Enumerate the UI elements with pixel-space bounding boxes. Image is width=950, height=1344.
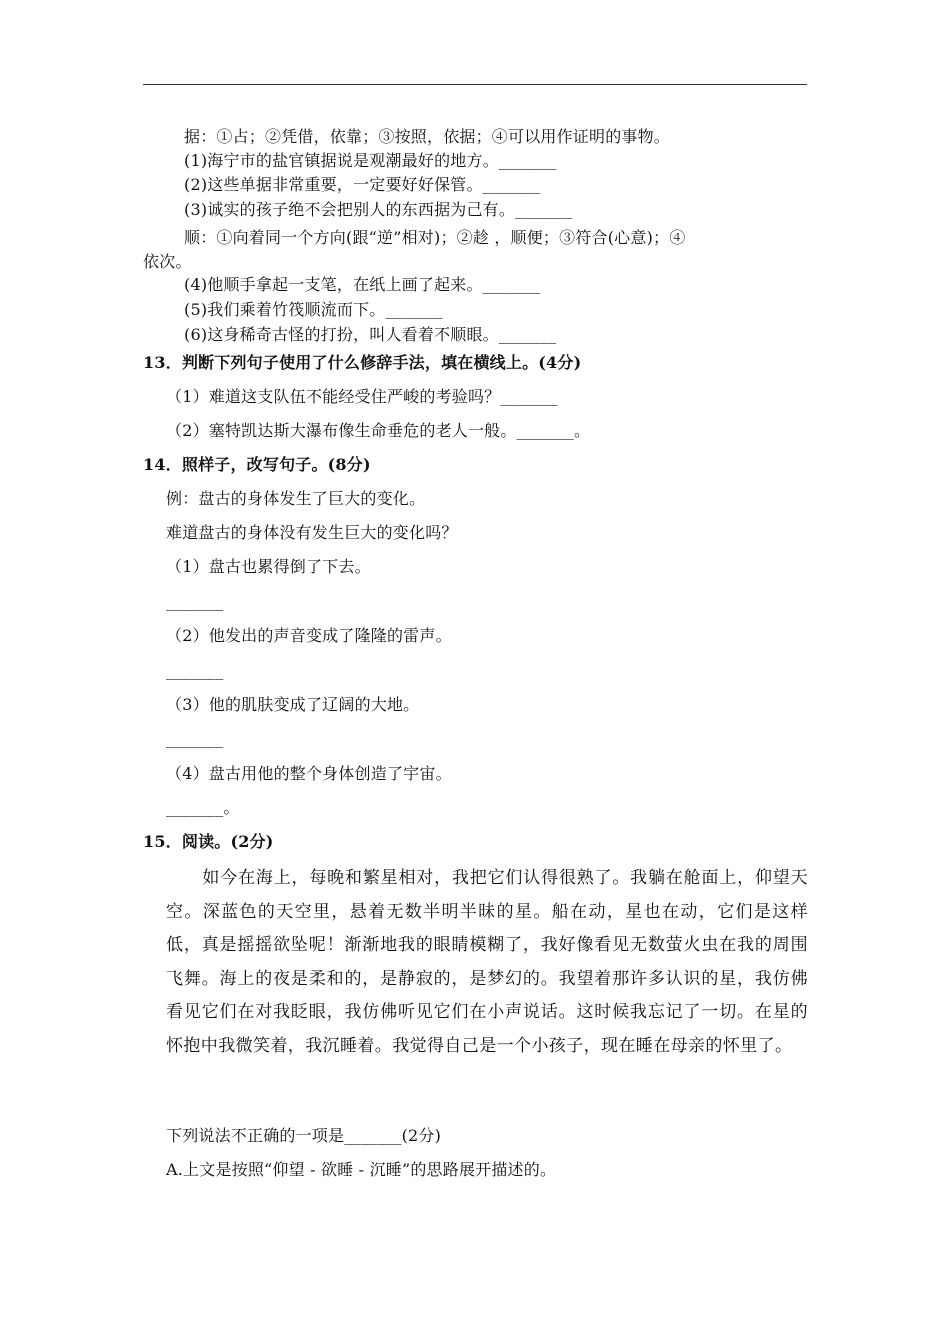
ju-definition: 据：①占；②凭借，依靠；③按照，依据；④可以用作证明的事物。 xyxy=(184,127,671,146)
q15-title: 15．阅读。(2分) xyxy=(143,832,274,851)
q14-item-3: （3）他的肌肤变成了辽阔的大地。 xyxy=(166,695,420,714)
q15-passage-text: 如今在海上，每晚和繁星相对，我把它们认得很熟了。我躺在舱面上，仰望天空。深蓝色的天空里，悬着无数半明半昧的星。船在动，星也在动，它们是这样低，真是摇摇欲坠呢！渐渐地我的眼睛模糊了，我好像看见无数萤火虫在我的周围飞舞。海上的夜是柔和的，是静寂的，是梦幻的。我望着那许多认识的星，我仿佛看见它们在对我眨眼，我仿佛听见它们在小声说话。这时候我忘记了一切。在星的怀抱中我微笑着，我沉睡着。我觉得自己是一个小孩子，现在睡在母亲的怀里了。 xyxy=(166,868,808,1056)
shun-definition: 顺：①向着同一个方向(跟“逆”相对)；②趁 ，顺便；③符合(心意)；④ xyxy=(184,228,686,247)
q14-example-answer: 难道盘古的身体没有发生巨大的变化吗？ xyxy=(166,523,458,542)
shun-item-4: (4)他顺手拿起一支笔，在纸上画了起来。_______ xyxy=(184,275,541,294)
shun-definition-cont: 依次。 xyxy=(143,252,192,271)
q14-blank-3: _______ xyxy=(166,729,224,748)
q15-question: 下列说法不正确的一项是_______(2分) xyxy=(166,1126,442,1145)
q14-blank-2: _______ xyxy=(166,661,224,680)
ju-item-2: (2)这些单据非常重要，一定要好好保管。_______ xyxy=(184,175,541,194)
q14-title: 14．照样子，改写句子。(8分) xyxy=(143,455,371,474)
q14-blank-1: _______ xyxy=(166,592,224,611)
ju-item-1: (1)海宁市的盐官镇据说是观潮最好的地方。_______ xyxy=(184,151,557,170)
shun-item-5: (5)我们乘着竹筏顺流而下。_______ xyxy=(184,300,443,319)
q13-item-1: （1）难道这支队伍不能经受住严峻的考验吗？_______ xyxy=(166,387,558,406)
q13-item-2: （2）塞特凯达斯大瀑布像生命垂危的老人一般。_______。 xyxy=(166,421,591,440)
q14-item-2: （2）他发出的声音变成了隆隆的雷声。 xyxy=(166,626,452,645)
q15-passage xyxy=(166,862,808,1063)
q14-example: 例：盘古的身体发生了巨大的变化。 xyxy=(166,489,426,508)
q13-title: 13．判断下列句子使用了什么修辞手法，填在横线上。(4分) xyxy=(143,353,582,372)
ju-item-3: (3)诚实的孩子绝不会把别人的东西据为己有。_______ xyxy=(184,200,573,219)
shun-item-6: (6)这身稀奇古怪的打扮，叫人看着不顺眼。_______ xyxy=(184,325,557,344)
header-rule xyxy=(143,84,807,85)
q14-item-1: （1）盘古也累得倒了下去。 xyxy=(166,557,371,576)
q14-blank-4: _______。 xyxy=(166,798,240,817)
q15-option-a: A.上文是按照“仰望 - 欲睡 - 沉睡”的思路展开描述的。 xyxy=(166,1160,557,1179)
q14-item-4: （4）盘古用他的整个身体创造了宇宙。 xyxy=(166,764,452,783)
